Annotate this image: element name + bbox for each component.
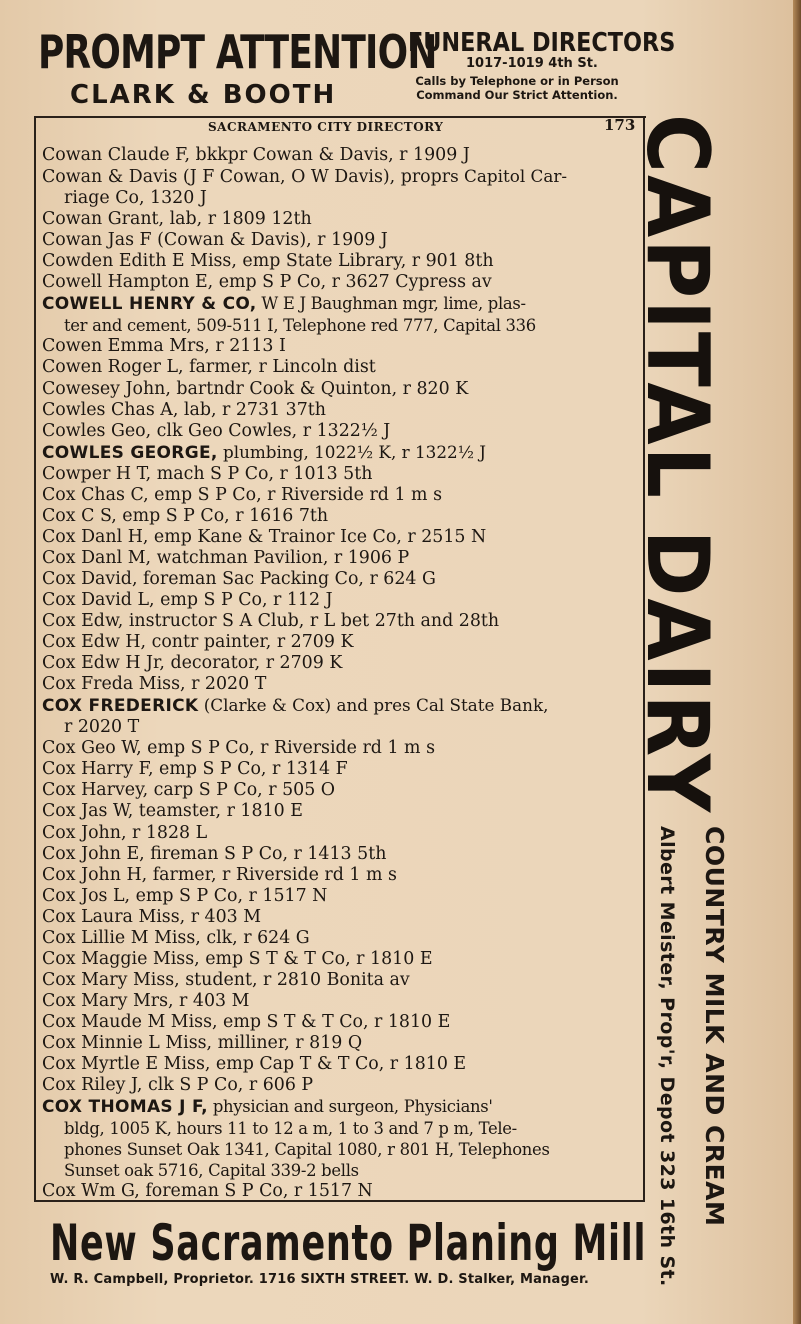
header-calls-note: Calls by Telephone or in Person Command Our Strict Attention. <box>415 74 619 102</box>
directory-entry <box>42 336 642 357</box>
directory-entry <box>42 527 642 548</box>
entry-continuation: bldg, 1005 K, hours 11 to 12 a m, 1 to 3 and 7 p m, Tele- <box>64 1119 517 1139</box>
entry-name: Cox David, foreman Sac Packing Co, r 624 G <box>42 568 436 589</box>
entry-name: Cox Minnie L Miss, milliner, r 819 Q <box>42 1032 363 1053</box>
directory-entry <box>42 230 642 251</box>
directory-listing <box>42 145 642 1202</box>
entry-name: Cox Edw H Jr, decorator, r 2709 K <box>42 653 343 674</box>
directory-entry <box>42 464 642 485</box>
entry-name: Cox John, r 1828 L <box>42 822 208 843</box>
directory-entry <box>42 823 642 844</box>
entry-name: COX FREDERICK <box>42 696 199 717</box>
entry-name: COWELL HENRY & CO, <box>42 294 257 315</box>
directory-entry <box>42 1033 642 1054</box>
entry-name: Cox Danl M, watchman Pavilion, r 1906 P <box>42 547 410 568</box>
entry-name: Cowles Chas A, lab, r 2731 37th <box>42 399 326 420</box>
directory-entry <box>42 970 642 991</box>
entry-name: Cox Edw H, contr painter, r 2709 K <box>42 632 354 653</box>
capital-dairy-brand: CAPITAL DAIRY <box>627 114 727 862</box>
entry-name: Cox Harry F, emp S P Co, r 1314 F <box>42 759 348 780</box>
entry-details: W E J Baughman mgr, lime, plas- <box>256 294 526 314</box>
directory-entry <box>42 1012 642 1033</box>
directory-entry <box>42 780 642 801</box>
header-firm-name: CLARK & BOOTH <box>70 80 337 110</box>
entry-continuation: riage Co, 1320 J <box>64 188 207 209</box>
entry-name: COX THOMAS J F, <box>42 1097 208 1118</box>
frame-top-rule <box>34 116 646 118</box>
directory-entry <box>42 506 642 527</box>
entry-name: Cowen Roger L, farmer, r Lincoln dist <box>42 357 376 378</box>
directory-entry <box>42 145 642 166</box>
entry-name: Cowell Hampton E, emp S P Co, r 3627 Cypress av <box>42 272 492 293</box>
entry-name: Cox Riley J, clk S P Co, r 606 P <box>42 1075 314 1096</box>
directory-entry <box>42 400 642 421</box>
directory-entry <box>42 485 642 506</box>
directory-entry <box>42 759 642 780</box>
directory-entry <box>42 611 642 632</box>
entry-details: physician and surgeon, Physicians' <box>207 1097 493 1117</box>
directory-entry <box>42 928 642 949</box>
entry-name: Cox Mary Miss, student, r 2810 Bonita av <box>42 969 410 990</box>
directory-entry <box>42 421 642 442</box>
entry-name: Cowan Grant, lab, r 1809 12th <box>42 209 312 230</box>
directory-entry <box>42 949 642 970</box>
entry-name: Cowesey John, bartndr Cook & Quinton, r 820 K <box>42 378 469 399</box>
entry-details: plumbing, 1022½ K, r 1322½ J <box>217 441 487 462</box>
planing-mill-title: New Sacramento Planing Mill <box>50 1214 647 1272</box>
country-milk-cream: COUNTRY MILK AND CREAM <box>700 826 729 1227</box>
entry-name: Cox C S, emp S P Co, r 1616 7th <box>42 505 329 526</box>
directory-entry <box>42 293 642 336</box>
directory-entry <box>42 907 642 928</box>
entry-name: Cox John E, fireman S P Co, r 1413 5th <box>42 843 387 864</box>
directory-entry <box>42 1181 642 1202</box>
directory-entry <box>42 272 642 293</box>
directory-entry <box>42 1054 642 1075</box>
planing-mill-line: W. R. Campbell, Proprietor. 1716 SIXTH STREET. W. D. Stalker, Manager. <box>50 1272 589 1287</box>
entry-continuation: r 2020 T <box>64 717 140 738</box>
entry-name: Cox Jas W, teamster, r 1810 E <box>42 801 303 822</box>
header-funeral-directors: FUNERAL DIRECTORS <box>408 28 676 58</box>
directory-entry <box>42 357 642 378</box>
entry-name: Cox Wm G, foreman S P Co, r 1517 N <box>42 1181 373 1202</box>
directory-entry <box>42 166 642 209</box>
entry-continuation: ter and cement, 509-511 I, Telephone red 777, Capital 336 <box>64 316 536 336</box>
directory-entry <box>42 865 642 886</box>
directory-entry <box>42 251 642 272</box>
entry-name: Cox Maggie Miss, emp S T & T Co, r 1810 E <box>42 948 433 969</box>
entry-name: Cox Myrtle E Miss, emp Cap T & T Co, r 1810 E <box>42 1054 467 1075</box>
header-address: 1017-1019 4th St. <box>466 56 598 71</box>
directory-entry <box>42 590 642 611</box>
directory-entry <box>42 844 642 865</box>
directory-entry <box>42 653 642 674</box>
header-prompt-attention: PROMPT ATTENTION <box>38 25 437 79</box>
page-number: 173 <box>604 116 636 134</box>
directory-entry <box>42 991 642 1012</box>
entry-name: Cowden Edith E Miss, emp State Library, r 901 8th <box>42 251 494 272</box>
entry-name: Cox John H, farmer, r Riverside rd 1 m s <box>42 864 397 885</box>
directory-entry <box>42 674 642 695</box>
running-head: SACRAMENTO CITY DIRECTORY <box>208 120 444 134</box>
directory-entry <box>42 695 642 738</box>
entry-continuation: Sunset oak 5716, Capital 339-2 bells <box>64 1161 359 1181</box>
entry-name: Cowen Emma Mrs, r 2113 I <box>42 336 286 357</box>
entry-name: Cox Mary Mrs, r 403 M <box>42 990 250 1011</box>
entry-name: Cowper H T, mach S P Co, r 1013 5th <box>42 463 373 484</box>
dairy-proprietor-line: Albert Meister, Prop'r, Depot 323 16th St. <box>656 826 678 1287</box>
directory-entry <box>42 801 642 822</box>
directory-entry <box>42 379 642 400</box>
entry-name: Cox Edw, instructor S A Club, r L bet 27th and 28th <box>42 611 500 632</box>
entry-name: Cowan Jas F (Cowan & Davis), r 1909 J <box>42 230 388 251</box>
entry-name: Cox Jos L, emp S P Co, r 1517 N <box>42 885 328 906</box>
entry-name: COWLES GEORGE, <box>42 442 218 463</box>
entry-name: Cox Danl H, emp Kane & Trainor Ice Co, r 2515 N <box>42 526 487 547</box>
directory-entry <box>42 548 642 569</box>
directory-entry <box>42 569 642 590</box>
entry-details: s Capitol Car- <box>450 166 568 187</box>
entry-continuation: phones Sunset Oak 1341, Capital 1080, r 801 H, Telephones <box>64 1140 550 1160</box>
directory-entry <box>42 442 642 464</box>
directory-entry <box>42 632 642 653</box>
entry-details: (Clarke & Cox) and pres Cal State Bank, <box>198 695 549 716</box>
capital-dairy-ad <box>600 112 727 862</box>
frame-left-rule <box>34 116 36 1202</box>
entry-name: Cox Maude M Miss, emp S T & T Co, r 1810 E <box>42 1011 451 1032</box>
directory-entry <box>42 1075 642 1096</box>
entry-name: Cowles Geo, clk Geo Cowles, r 1322½ J <box>42 420 391 441</box>
directory-entry <box>42 1096 642 1181</box>
entry-name: Cox Freda Miss, r 2020 T <box>42 674 267 695</box>
entry-name: Cox Laura Miss, r 403 M <box>42 906 262 927</box>
page-edge <box>793 0 801 1324</box>
directory-entry <box>42 738 642 759</box>
entry-name: Cowan & Davis (J F Cowan, O W Davis), propr <box>42 167 451 188</box>
entry-name: Cox Geo W, emp S P Co, r Riverside rd 1 m s <box>42 738 436 759</box>
entry-name: Cowan Claude F, bkkpr Cowan & Davis, r 1909 J <box>42 145 470 165</box>
directory-entry <box>42 209 642 230</box>
entry-name: Cox Chas C, emp S P Co, r Riverside rd 1 m s <box>42 484 443 505</box>
entry-name: Cox Harvey, carp S P Co, r 505 O <box>42 780 336 801</box>
entry-name: Cox David L, emp S P Co, r 112 J <box>42 589 333 610</box>
directory-entry <box>42 886 642 907</box>
capital-dairy-vertical-text <box>600 112 727 862</box>
entry-name: Cox Lillie M Miss, clk, r 624 G <box>42 927 310 948</box>
